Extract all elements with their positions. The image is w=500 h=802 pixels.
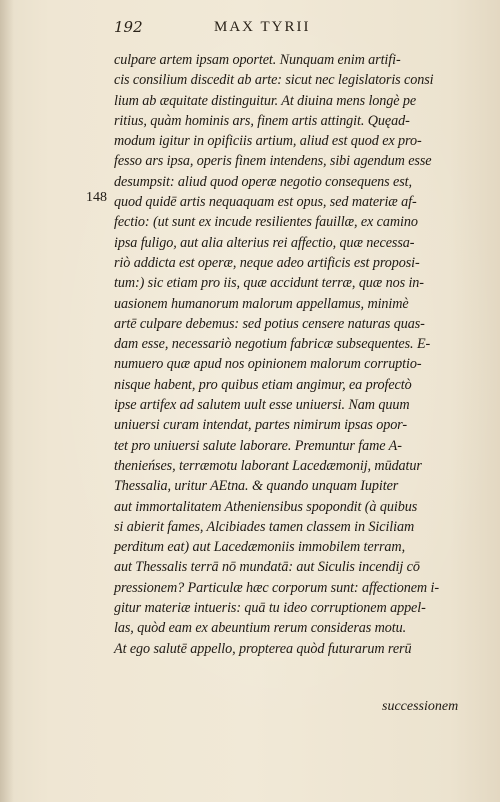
text-line: culpare artem ipsam oportet. Nunquam enim artifi-	[114, 52, 401, 68]
page-number: 192	[114, 18, 143, 36]
text-line: aut immortalitatem Atheniensibus spopondit (à quibus	[114, 498, 418, 515]
text-line: desumpsit: aliud quod operæ negotio consequens est,	[114, 173, 412, 190]
text-line: quod quidē artis nequaquam est opus, sed materiæ af-	[114, 194, 417, 211]
text-line: numuero quæ apud nos opinionem malorum corruptio-	[114, 356, 422, 373]
text-line: perditum eat) aut Lacedæmoniis immobilem terram,	[114, 539, 406, 556]
body-text	[114, 50, 464, 659]
text-line: riò addicta est operæ, neque adeo artificis est proposi-	[114, 254, 420, 271]
text-line: dam esse, necessariò negotium fabricæ subsequentes. E-	[114, 336, 431, 353]
page-header	[114, 18, 458, 38]
text-line: pressionem? Particulæ hæc corporum sunt: affectionem i-	[114, 579, 439, 596]
text-line: gitur materiæ intueris: quā tu ideo corruptionem appel-	[114, 600, 426, 617]
catchword: successionem	[382, 699, 459, 714]
text-line: artē culpare debemus: sed potius censere naturas quas-	[114, 315, 425, 332]
text-line: thenieńses, terræmotu laborant Lacedæmonij, mūdatur	[114, 457, 422, 474]
text-line: si abierit fames, Alcibiades tamen classem in Siciliam	[114, 518, 415, 535]
text-line: modum igitur in opificiis artium, aliud est quod ex pro-	[114, 133, 422, 150]
text-line: tum:) sic etiam pro iis, quæ accidunt terræ, quæ nos in-	[114, 275, 424, 292]
text-line: tet pro uniuersi salute laborare. Premuntur fame A-	[114, 437, 402, 454]
text-line: ritius, quàm hominis ars, finem artis attingit. Quęad-	[114, 112, 410, 129]
text-line: Thessalia, uritur AEtna. & quando unquam Iupiter	[114, 478, 399, 495]
text-line: ipse artifex ad salutem uult esse uniuersi. Nam quum	[114, 397, 410, 414]
margin-note: 148	[86, 190, 107, 205]
running-head: MAX TYRII	[214, 19, 311, 35]
text-line: ipsa fuligo, aut alia alterius rei affectio, quæ necessa-	[114, 234, 415, 251]
text-line: uasionem humanorum malorum appellamus, minimè	[114, 295, 409, 312]
text-line: fesso ars ipsa, operis finem intendens, sibi agendum esse	[114, 153, 432, 170]
text-line: cis consilium discedit ab arte: sicut nec legislatoris consi	[114, 72, 434, 89]
text-line: nisque habent, pro quibus etiam angimur, ea profectò	[114, 376, 412, 393]
text-line: aut Thessalis terrā nō mundatā: aut Siculis incendij cō	[114, 559, 420, 576]
text-line: fectio: (ut sunt ex incude resilientes fauillæ, ex camino	[114, 214, 418, 231]
text-line: At ego salutē appello, propterea quòd futurarum rerū	[114, 640, 412, 657]
text-line: las, quòd eam ex abeuntium rerum consideras motu.	[114, 620, 407, 637]
text-line: lium ab æquitate distinguitur. At diuina mens longè pe	[114, 92, 417, 109]
text-line: uniuersi curam intendat, partes nimirum ipsas opor-	[114, 417, 407, 434]
